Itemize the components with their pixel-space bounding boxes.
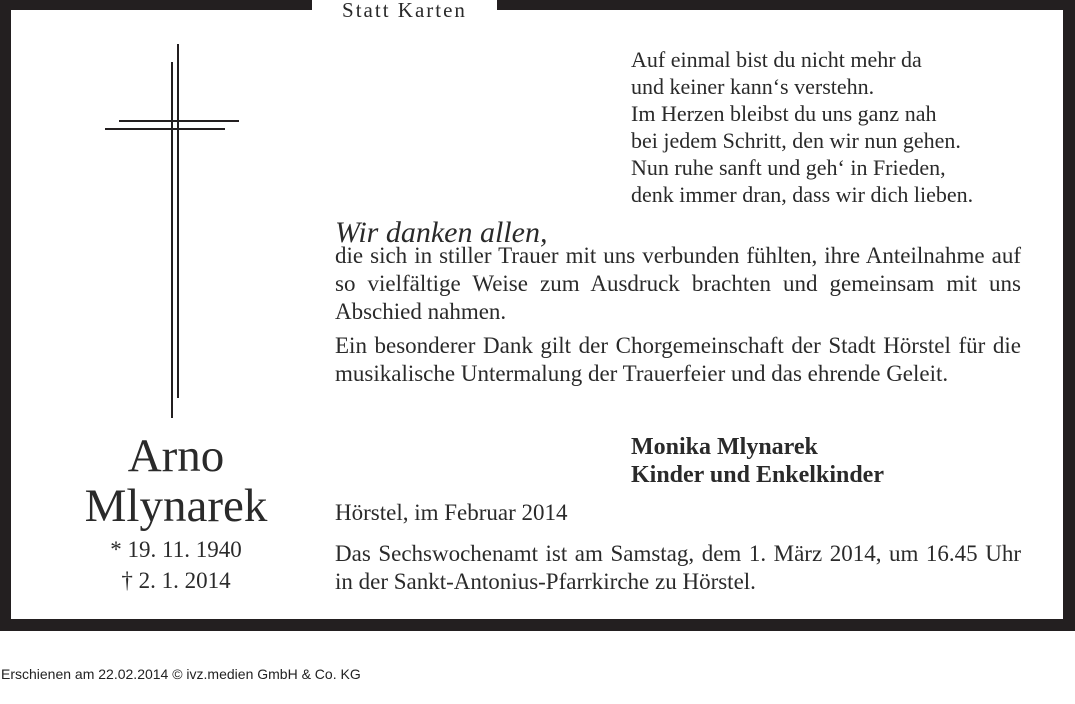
poem xyxy=(631,46,1071,208)
place-date: Hörstel, im Februar 2014 xyxy=(335,500,568,525)
poem-line: und keiner kann‘s verstehn. xyxy=(631,74,875,99)
cross-icon xyxy=(105,44,241,420)
notice-card xyxy=(11,10,1063,619)
thanks-paragraph-2: Ein besonderer Dank gilt der Chorgemeinschaft der Stadt Hörstel für die musikalische Untermalung der Trauerfeier und das ehrende Geleit. xyxy=(335,333,1021,386)
thanks-title: Wir danken allen, xyxy=(335,216,548,249)
signer-family: Kinder und Enkelkinder xyxy=(631,462,884,488)
service-notice: Das Sechswochenamt ist am Samstag, dem 1. März 2014, um 16.45 Uhr in der Sankt-Antonius-Pfarrkirche zu Hörstel. xyxy=(335,541,1021,594)
poem-line: denk immer dran, dass wir dich lieben. xyxy=(631,182,974,207)
deceased-first-name: Arno xyxy=(127,430,225,482)
poem-line: Auf einmal bist du nicht mehr da xyxy=(631,47,922,72)
thanks-paragraph-1: die sich in stiller Trauer mit uns verbunden fühlten, ihre Anteilnahme auf so vielfältige Weise zum Ausdruck brachten und gemeinsam mit uns Abschied nahmen. xyxy=(335,243,1021,324)
signer-name: Monika Mlynarek xyxy=(631,434,818,460)
death-date: † 2. 1. 2014 xyxy=(121,568,231,593)
deceased-last-name: Mlynarek xyxy=(84,480,268,532)
poem-line: Nun ruhe sanft und geh‘ in Frieden, xyxy=(631,155,946,180)
birth-date: * 19. 11. 1940 xyxy=(110,537,242,562)
poem-line: bei jedem Schritt, den wir nun gehen. xyxy=(631,128,961,153)
poem-line: Im Herzen bleibst du uns ganz nah xyxy=(631,101,937,126)
publication-footer: Erschienen am 22.02.2014 © ivz.medien GmbH & Co. KG xyxy=(1,666,361,682)
header-label: Statt Karten xyxy=(342,0,467,22)
signers xyxy=(631,433,884,489)
